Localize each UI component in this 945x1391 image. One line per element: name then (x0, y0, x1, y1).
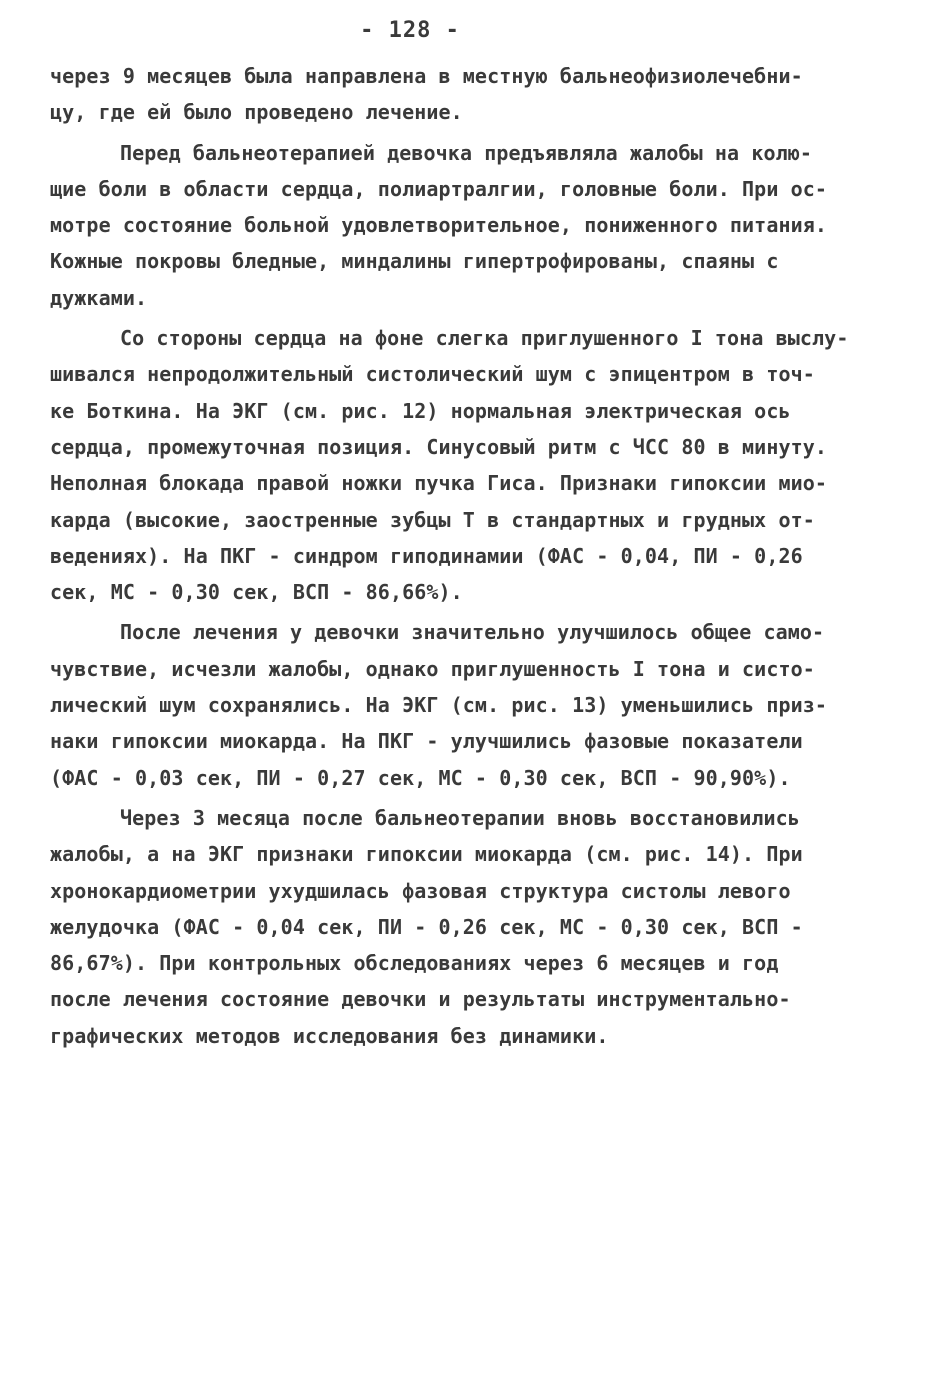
text-line: ке Боткина. На ЭКГ (см. рис. 12) нормальная электрическая ось (50, 398, 791, 423)
body-text (50, 58, 865, 1054)
paragraph-5 (50, 800, 865, 1054)
text-line: Неполная блокада правой ножки пучка Гиса. Признаки гипоксии мио- (50, 471, 828, 496)
text-line: ведениях). На ПКГ - синдром гиподинамии (ФАС - 0,04, ПИ - 0,26 (50, 543, 803, 568)
text-line: Перед бальнеотерапией девочка предъявляла жалобы на колю- (120, 140, 813, 165)
text-line: карда (высокие, заостренные зубцы Т в стандартных и грудных от- (50, 507, 815, 532)
page-number: - 128 - (360, 18, 460, 43)
text-line: графических методов исследования без динамики. (50, 1023, 609, 1048)
text-line: жалобы, а на ЭКГ признаки гипоксии миокарда (см. рис. 14). При (50, 842, 803, 867)
text-line: дужками. (50, 285, 148, 310)
paragraph-4 (50, 614, 865, 795)
text-line: лический шум сохранялись. На ЭКГ (см. рис. 13) уменьшились приз- (50, 693, 828, 718)
text-line: Через 3 месяца после бальнеотерапии вновь восстановились (120, 805, 800, 830)
text-line: хронокардиометрии ухудшилась фазовая структура систолы левого (50, 878, 791, 903)
text-line: После лечения у девочки значительно улучшилось общее само- (120, 620, 825, 645)
text-line: желудочка (ФАС - 0,04 сек, ПИ - 0,26 сек, МС - 0,30 сек, ВСП - (50, 914, 803, 939)
text-line: сердца, промежуточная позиция. Синусовый ритм с ЧСС 80 в минуту. (50, 434, 828, 459)
text-line: цу, где ей было проведено лечение. (50, 100, 463, 125)
text-line: через 9 месяцев была направлена в местную бальнеофизиолечебни- (50, 64, 803, 88)
paragraph-1 (50, 58, 865, 131)
text-line: Кожные покровы бледные, миндалины гипертрофированы, спаяны с (50, 249, 779, 274)
text-line: мотре состояние больной удовлетворительное, пониженного питания. (50, 213, 828, 238)
paragraph-2 (50, 135, 865, 316)
text-line: 86,67%). При контрольных обследованиях через 6 месяцев и год (50, 951, 779, 976)
text-line: после лечения состояние девочки и результаты инструментально- (50, 987, 791, 1012)
text-line: сек, МС - 0,30 сек, ВСП - 86,66%). (50, 580, 463, 605)
text-line: шивался непродолжительный систолический шум с эпицентром в точ- (50, 362, 815, 387)
text-line: наки гипоксии миокарда. На ПКГ - улучшились фазовые показатели (50, 729, 803, 754)
text-line: щие боли в области сердца, полиартралгии, головные боли. При ос- (50, 176, 828, 201)
paragraph-3 (50, 320, 865, 610)
text-line: Со стороны сердца на фоне слегка приглушенного I тона выслу- (120, 326, 849, 351)
text-line: чувствие, исчезли жалобы, однако приглушенность I тона и систо- (50, 656, 815, 681)
text-line: (ФАС - 0,03 сек, ПИ - 0,27 сек, МС - 0,30 сек, ВСП - 90,90%). (50, 765, 791, 790)
